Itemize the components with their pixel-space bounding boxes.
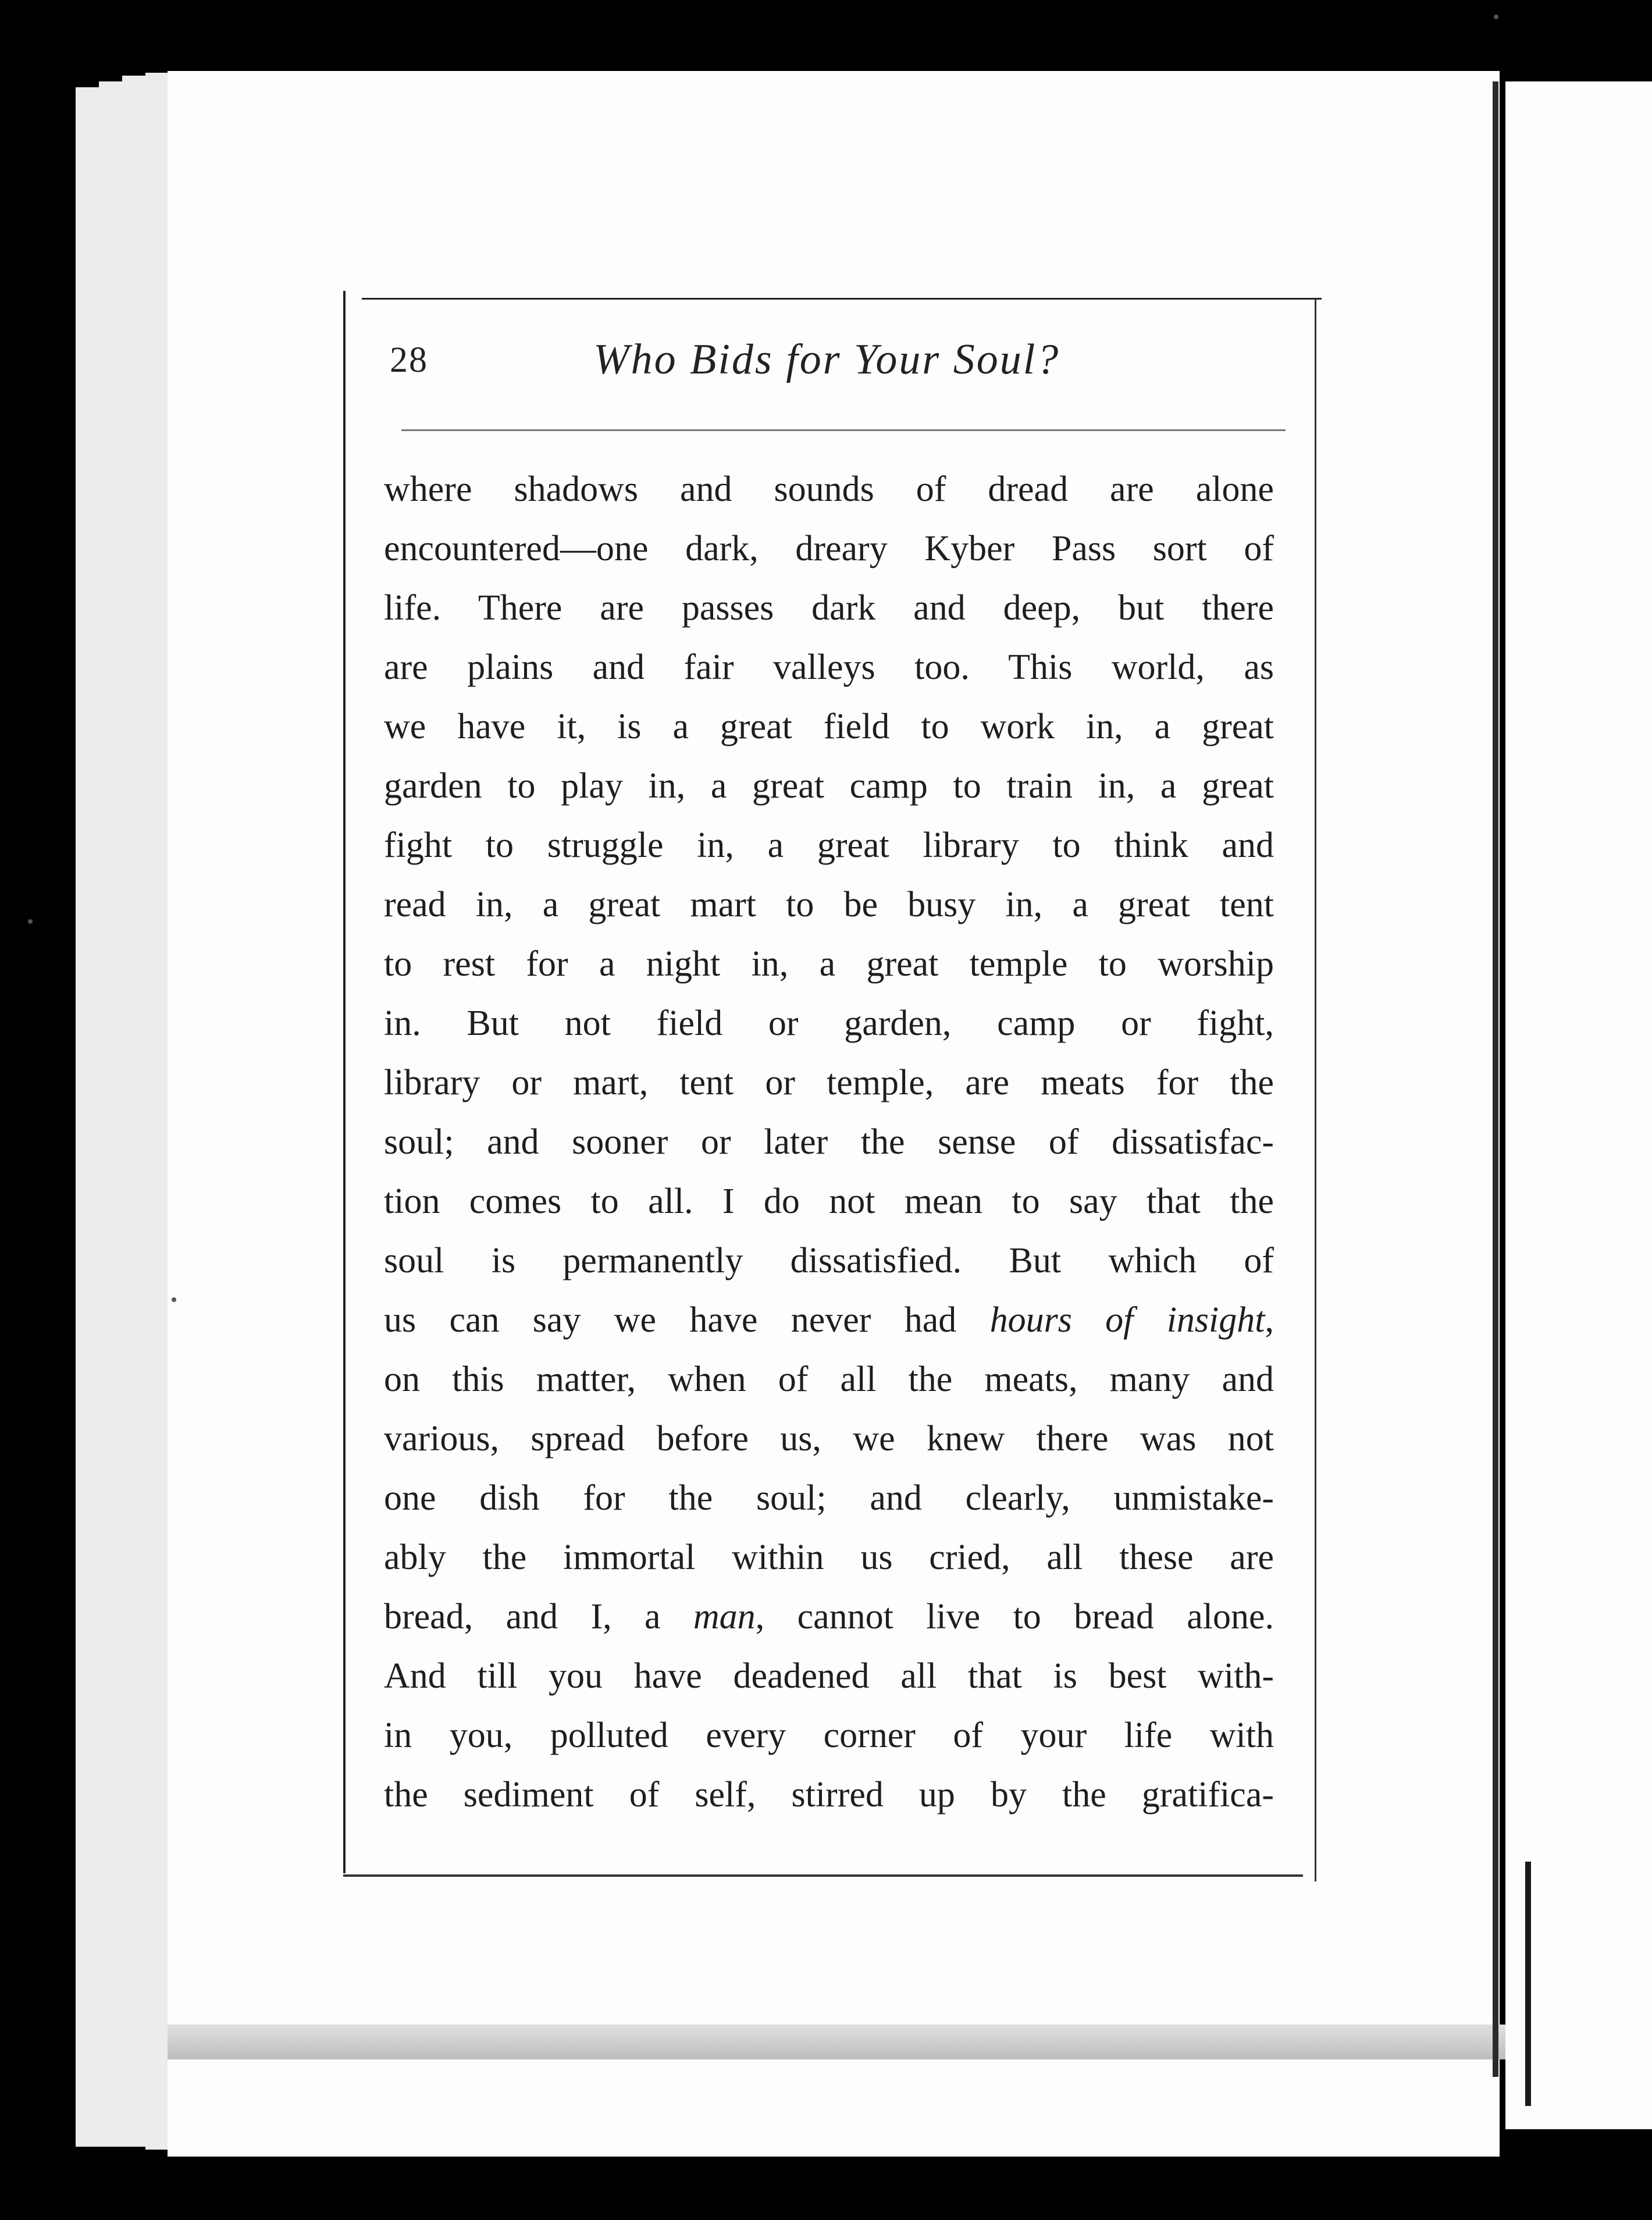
text-line: And till you have deadened all that is best with- xyxy=(384,1656,1274,1696)
text-line: the sediment of self, stirred up by the gratifica- xyxy=(384,1775,1274,1815)
page-stack-edge xyxy=(122,76,147,2147)
text-line: where shadows and sounds of dread are alone xyxy=(384,469,1274,509)
text-line: soul is permanently dissatisfied. But which of xyxy=(384,1241,1274,1280)
text-line: we have it, is a great field to work in, a great xyxy=(384,707,1274,746)
page-stack-edge xyxy=(76,87,101,2147)
page-stack-edge xyxy=(145,73,170,2150)
scan-speck xyxy=(28,919,33,924)
text-run: bread, and I, a xyxy=(384,1597,693,1636)
body-text xyxy=(384,460,1274,1824)
text-line xyxy=(384,1587,1274,1646)
frame-left-border xyxy=(343,291,346,1873)
page-bottom-edge xyxy=(168,2025,1505,2059)
text-line xyxy=(384,1290,1274,1350)
page-number: 28 xyxy=(390,340,428,380)
text-line: life. There are passes dark and deep, but there xyxy=(384,588,1274,628)
frame-top-border xyxy=(362,298,1322,300)
text-line: library or mart, tent or temple, are meats for the xyxy=(384,1063,1274,1102)
text-line: garden to play in, a great camp to train in, a great xyxy=(384,766,1274,806)
text-line: are plains and fair valleys too. This world, as xyxy=(384,648,1274,687)
scan-speck xyxy=(1494,15,1498,19)
text-line: ably the immortal within us cried, all these are xyxy=(384,1538,1274,1577)
text-line: various, spread before us, we knew there was not xyxy=(384,1419,1274,1458)
frame-bottom-border xyxy=(343,1874,1303,1877)
frame-right-border xyxy=(1315,299,1316,1881)
page-stack-edge xyxy=(99,81,124,2147)
italic-phrase: hours of insight xyxy=(989,1300,1265,1340)
running-head: Who Bids for Your Soul? xyxy=(593,336,1060,383)
page-edge-line xyxy=(1525,1862,1531,2106)
scan-speck xyxy=(172,1297,176,1302)
text-line: in. But not field or garden, camp or fight, xyxy=(384,1004,1274,1043)
text-line: tion comes to all. I do not mean to say that the xyxy=(384,1182,1274,1221)
gutter-line xyxy=(1493,81,1498,2077)
text-line: in you, polluted every corner of your life with xyxy=(384,1716,1274,1755)
text-line: read in, a great mart to be busy in, a great tent xyxy=(384,885,1274,924)
text-run: , xyxy=(1265,1300,1274,1340)
text-line: to rest for a night in, a great temple to worship xyxy=(384,944,1274,984)
facing-page-edge xyxy=(1505,81,1652,2129)
text-line: soul; and sooner or later the sense of dissatisfac- xyxy=(384,1122,1274,1162)
italic-word: man xyxy=(693,1597,756,1636)
text-line: one dish for the soul; and clearly, unmistake- xyxy=(384,1478,1274,1518)
text-line: fight to struggle in, a great library to think and xyxy=(384,826,1274,865)
text-run: , cannot live to bread alone. xyxy=(755,1597,1274,1636)
text-run: us can say we have never had xyxy=(384,1300,990,1340)
header-rule xyxy=(401,429,1286,431)
text-line: on this matter, when of all the meats, many and xyxy=(384,1360,1274,1399)
text-line: encountered—one dark, dreary Kyber Pass sort of xyxy=(384,529,1274,568)
